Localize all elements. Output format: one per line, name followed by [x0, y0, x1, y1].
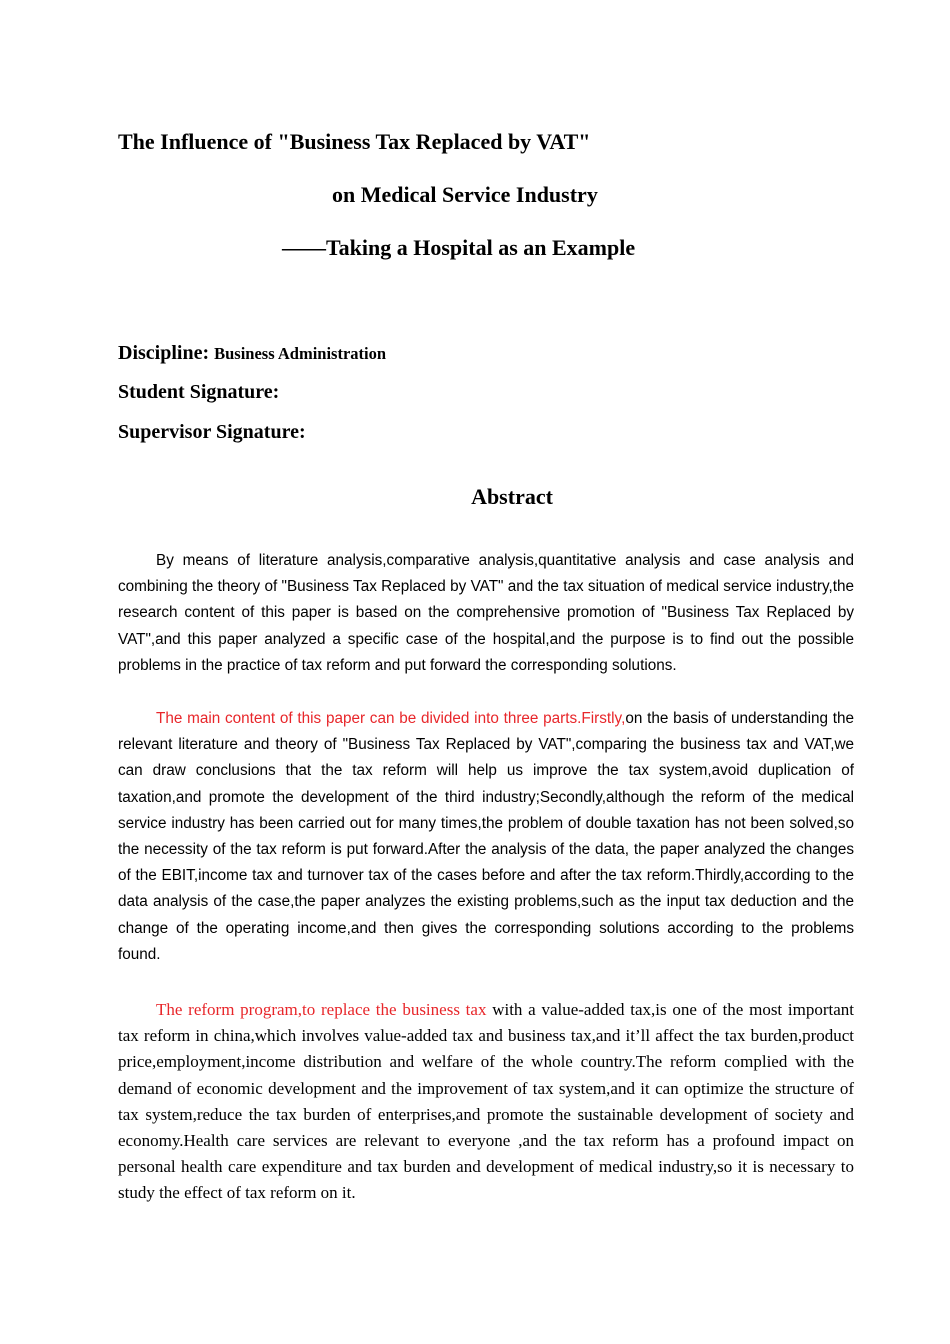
paragraph-2-text: on the basis of understanding the relevant literature and theory of "Business Tax Replaced by VAT",comparing the business tax and VAT,we can draw conclusions that the tax reform will help us improve the tax system,avoid duplication of taxation,and promote the development of the third industry;Secondly,although the reform of the medical service industry has been carried out for many times,the problem of double taxation has not been solved,so the necessity of the tax reform is put forward.After the analysis of the data, the paper analyzed the changes of the EBIT,income tax and turnover tax of the cases before and after the tax reform.Thirdly,according to the data analysis of the case,the paper analyzes the existing problems,such as the input tax deduction and the change of the operating income,and then gives the corresponding solutions according to the problems found.: [118, 710, 854, 963]
title-line-3: ——Taking a Hospital as an Example: [282, 235, 636, 260]
title-line-1: The Influence of "Business Tax Replaced by VAT": [118, 129, 591, 154]
supervisor-signature-label: Supervisor Signature:: [118, 421, 306, 443]
student-signature-label: Student Signature:: [118, 381, 280, 403]
title-line-2: on Medical Service Industry: [332, 182, 598, 207]
paragraph-3-highlight: The reform program,to replace the business tax: [156, 1000, 487, 1019]
discipline-label: Discipline:: [118, 342, 210, 364]
discipline-value: Business Administration: [214, 344, 387, 363]
abstract-paragraph-2: [118, 706, 854, 968]
abstract-paragraph-1: By means of literature analysis,comparative analysis,quantitative analysis and case analysis and combining the theory of "Business Tax Replaced by VAT" and the tax situation of medical service industry,the research content of this paper is based on the comprehensive promotion of "Business Tax Replaced by VAT",and this paper analyzed a specific case of the hospital,and the purpose is to find out the possible problems in the practice of tax reform and put forward the corresponding solutions.: [118, 552, 854, 674]
paragraph-3-text: with a value-added tax,is one of the most important tax reform in china,which involves value-added tax and business tax,and it’ll affect the tax burden,product price,employment,income distribution and welfare of the whole country.The reform complied with the demand of economic development and the improvement of tax system,and it can optimize the structure of tax system,reduce the tax burden of enterprises,and promote the sustainable development of society and economy.Health care services are relevant to everyone ,and the tax reform has a profound impact on personal health care expenditure and tax burden and development of medical industry,so it is necessary to study the effect of tax reform on it.: [118, 1000, 855, 1203]
paragraph-2-highlight: The main content of this paper can be divided into three parts.Firstly,: [156, 710, 626, 727]
abstract-paragraph-3: [118, 997, 854, 1207]
discipline-line: [118, 340, 386, 367]
abstract-heading: Abstract: [471, 484, 553, 509]
